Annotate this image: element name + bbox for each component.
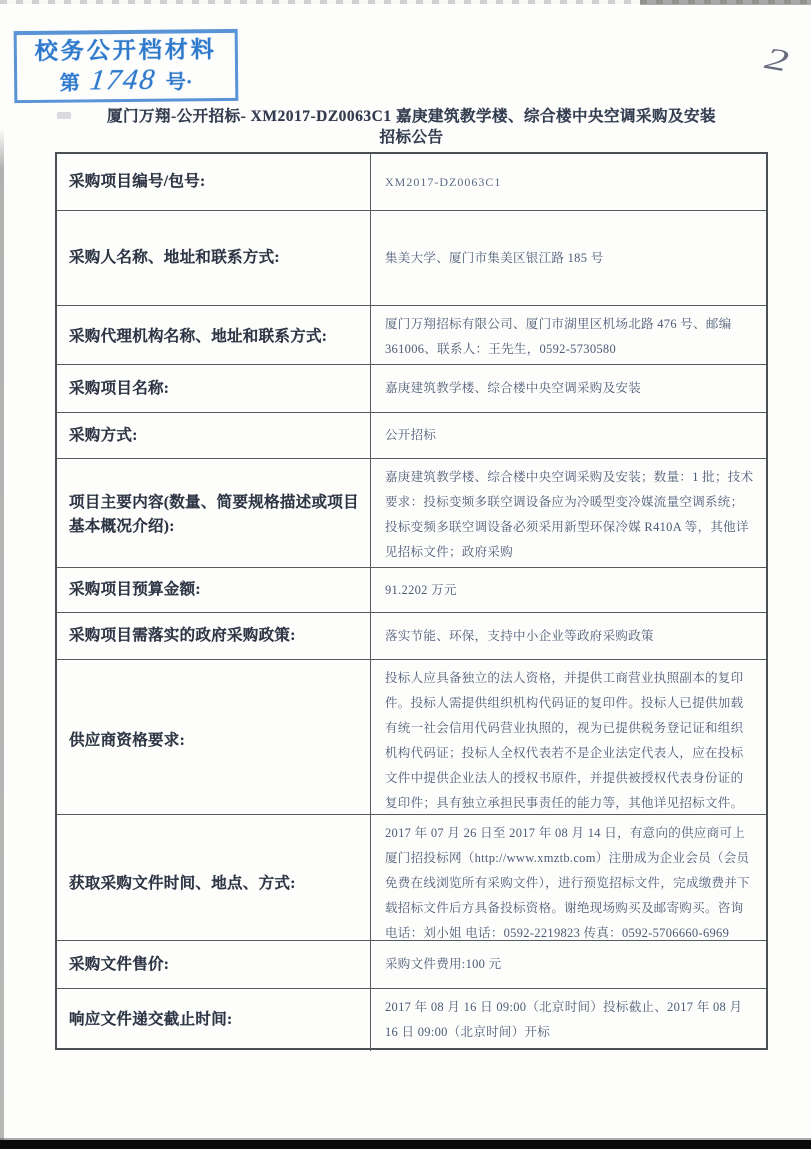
row-value: 嘉庚建筑教学楼、综合楼中央空调采购及安装；数量：1 批；技术要求：投标变频多联空调设备应为冷暖型变冷媒流量空调系统；投标变频多联空调设备必须采用新型环保冷媒 R410A 等，其他详见招标文件；政府采购 — [370, 459, 766, 571]
table-row — [57, 412, 766, 458]
table-row — [57, 988, 766, 1048]
row-value: 投标人应具备独立的法人资格，并提供工商营业执照副本的复印件。投标人需提供组织机构代码证的复印件。投标人已提供加载有统一社会信用代码营业执照的，视为已提供税务登记证和组织机构代码证；投标人全权代表若不是企业法定代表人，应在投标文件中提供企业法人的授权书原件，并提供被授权代表身份证的复印件；具有独立承担民事责任的能力等，其他详见招标文件。 — [370, 660, 766, 822]
table-row — [57, 940, 766, 988]
row-value: 集美大学、厦门市集美区银江路 185 号 — [370, 211, 766, 305]
handwritten-page-mark: 2 — [762, 40, 792, 79]
row-label: 响应文件递交截止时间: — [69, 1011, 233, 1028]
row-value: 公开招标 — [370, 413, 766, 458]
document-title — [55, 106, 768, 148]
table-row — [57, 814, 766, 940]
archive-stamp — [14, 29, 239, 103]
scan-left-edge — [0, 128, 4, 1142]
table-row — [57, 154, 766, 210]
row-label: 采购人名称、地址和联系方式: — [69, 249, 280, 266]
document-title-line2: 招标公告 — [379, 129, 444, 146]
row-value: 厦门万翔招标有限公司、厦门市湖里区机场北路 476 号、邮编 361006、联系人：王先生，0592-5730580 — [370, 306, 766, 368]
stamp-number-line — [60, 65, 193, 95]
stamp-handwritten-number: 1748 — [87, 63, 158, 96]
table-row — [57, 659, 766, 814]
table-row — [57, 210, 766, 305]
row-value: 2017 年 07 月 26 日至 2017 年 08 月 14 日，有意向的供应商可上厦门招投标网（http://www.xmztb.com）注册成为企业会员（会员免费在线浏览所有采购文件），进行预览招标文件，完成缴费并下载招标文件后方具备投标资格。谢绝现场购买及邮寄购买。咨询电话：刘小姐 电话：0592-2219823 传真：0592-5706660-6969 — [370, 815, 766, 952]
scan-top-right-edge — [640, 0, 811, 5]
row-value: 91.2202 万元 — [370, 568, 766, 612]
row-label: 采购项目预算金额: — [69, 581, 201, 598]
document-title-line1: 厦门万翔-公开招标- XM2017-DZ0063C1 嘉庚建筑教学楼、综合楼中央空调采购及安装 — [106, 108, 717, 125]
scan-bottom-shadow — [0, 1140, 811, 1149]
stamp-number-prefix: 第 — [59, 71, 80, 95]
row-value: 2017 年 08 月 16 日 09:00（北京时间）投标截止、2017 年 08 月 16 日 09:00（北京时间）开标 — [370, 989, 766, 1051]
row-label: 获取采购文件时间、地点、方式: — [69, 874, 296, 892]
table-row — [57, 458, 766, 567]
table-row — [57, 612, 766, 659]
row-label: 供应商资格要求: — [69, 732, 186, 749]
table-row — [57, 364, 766, 412]
row-value: 采购文件费用:100 元 — [370, 941, 766, 988]
row-value: 落实节能、环保，支持中小企业等政府采购政策 — [370, 613, 766, 659]
stamp-title-text: 校务公开档材料 — [34, 36, 217, 64]
announcement-table — [55, 152, 768, 1050]
row-label: 采购项目名称: — [69, 379, 170, 397]
row-label: 采购文件售价: — [69, 955, 170, 973]
row-label: 采购方式: — [69, 426, 138, 444]
table-row — [57, 305, 766, 364]
row-label: 项目主要内容(数量、简要规格描述或项目基本概况介绍): — [69, 494, 359, 535]
table-row — [57, 567, 766, 612]
row-value: 嘉庚建筑教学楼、综合楼中央空调采购及安装 — [370, 365, 766, 412]
row-label: 采购项目编号/包号: — [69, 173, 206, 190]
row-label: 采购代理机构名称、地址和联系方式: — [69, 328, 328, 345]
row-value: XM2017-DZ0063C1 — [370, 154, 766, 210]
row-label: 采购项目需落实的政府采购政策: — [69, 627, 296, 644]
stamp-number-suffix: 号· — [165, 70, 193, 94]
